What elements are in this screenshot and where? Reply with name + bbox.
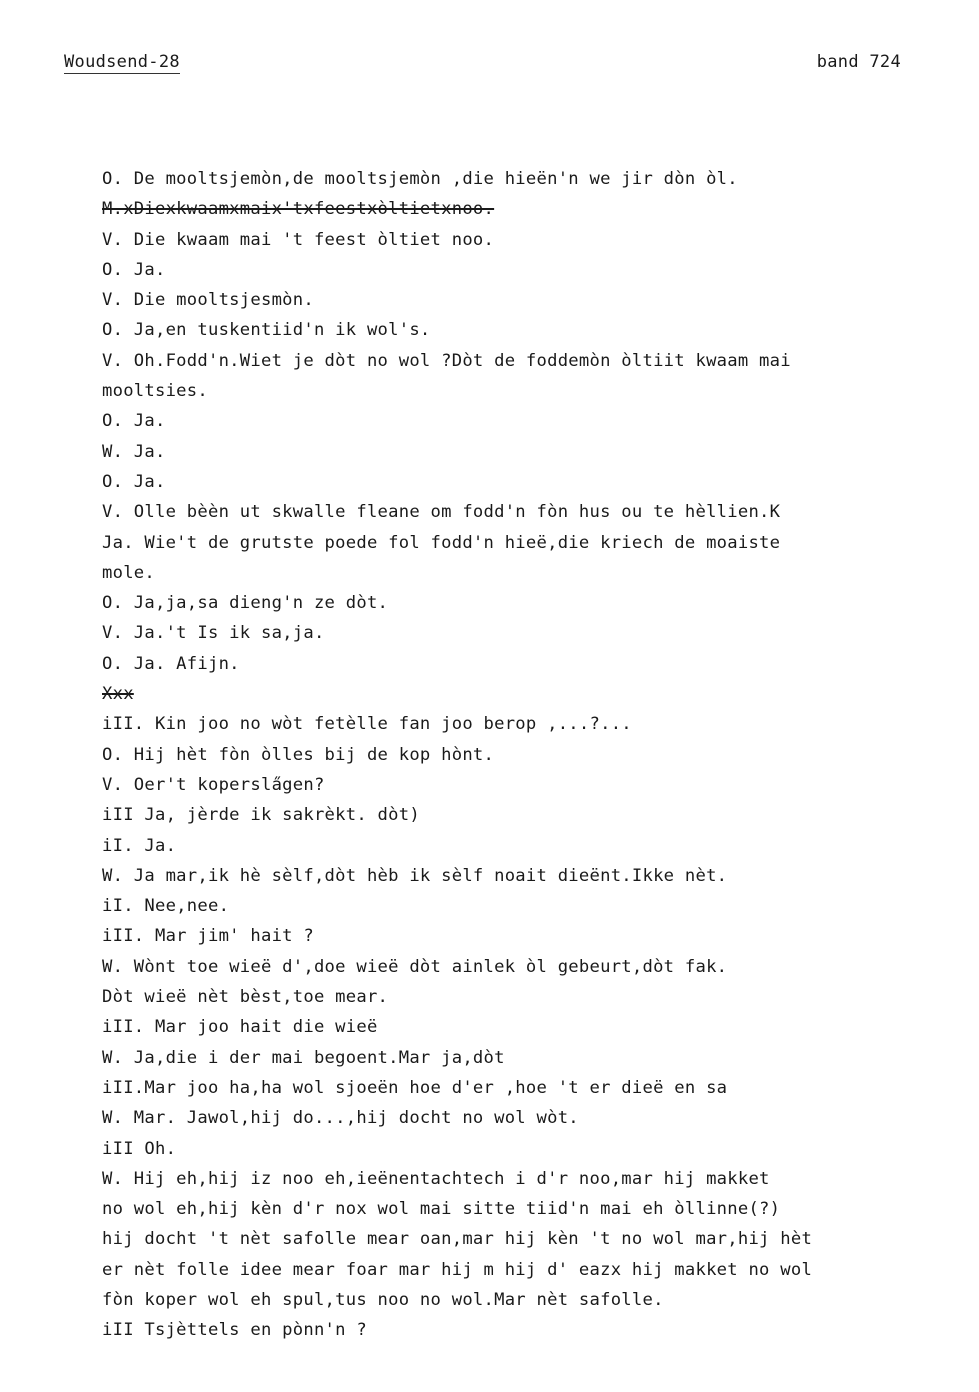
transcript-line: iII Oh. <box>102 1138 177 1159</box>
transcript-line: V. Oh.Fodd'n.Wiet je dòt no wol ?Dòt de foddemòn òltiit kwaam mai <box>102 350 791 371</box>
transcript-body <box>102 164 902 1346</box>
transcript-line: W. Ja mar,ik hè sèlf,dòt hèb ik sèlf noait dieënt.Ikke nèt. <box>102 865 728 886</box>
transcript-line: O. Ja. <box>102 471 166 492</box>
transcript-line: iII.Mar joo ha,ha wol sjoeën hoe d'er ,hoe 't er dieë en sa <box>102 1077 728 1098</box>
transcript-line: iII. Mar jim' hait ? <box>102 926 314 947</box>
transcript-line: W. Hij eh,hij iz noo eh,ieënentachtech i d'r noo,mar hij makket <box>102 1168 770 1189</box>
struck-transcript-line: M.xDiexkwaamxmaix'txfeestxòltietxnoo. <box>102 199 495 220</box>
transcript-line: hij docht 't nèt safolle mear oan,mar hij kèn 't no wol mar,hij hèt <box>102 1229 813 1250</box>
transcript-line: iII Tsjèttels en pònn'n ? <box>102 1320 367 1341</box>
transcript-line: W. Mar. Jawol,hij do...,hij docht no wol wòt. <box>102 1108 579 1129</box>
transcript-line: V. Die mooltsjesmòn. <box>102 290 314 311</box>
document-reference: Woudsend-28 <box>64 52 180 72</box>
transcript-line: Dòt wieë nèt bèst,toe mear. <box>102 987 389 1008</box>
transcript-line: V. Olle bèèn ut skwalle fleane om fodd'n fòn hus ou te hèllien.K <box>102 502 781 523</box>
transcript-line: O. Ja. Afijn. <box>102 653 240 674</box>
transcript-line: iII Ja, jèrde ik sakrèkt. dòt) <box>102 805 420 826</box>
transcript-line: no wol eh,hij kèn d'r nox wol mai sitte tiid'n mai eh òllinne(?) <box>102 1199 781 1220</box>
transcript-line: O. Ja,en tuskentiid'n ik wol's. <box>102 320 431 341</box>
transcript-line: iI. Nee,nee. <box>102 896 230 917</box>
transcript-line: O. Ja,ja,sa dieng'n ze dòt. <box>102 593 389 614</box>
transcript-line: mole. <box>102 562 155 583</box>
transcript-line: W. Wònt toe wieë d',doe wieë dòt ainlek òl gebeurt,dòt fak. <box>102 956 728 977</box>
transcript-line: er nèt folle idee mear foar mar hij m hij d' eazx hij makket no wol <box>102 1259 813 1280</box>
transcript-line: W. Ja,die i der mai begoent.Mar ja,dòt <box>102 1047 505 1068</box>
transcript-line: mooltsies. <box>102 381 208 402</box>
transcript-line: W. Ja. <box>102 441 166 462</box>
transcript-line: O. Hij hèt fòn òlles bij de kop hònt. <box>102 744 495 765</box>
transcript-line: V. Ja.'t Is ik sa,ja. <box>102 623 325 644</box>
tape-number: band 724 <box>816 52 901 72</box>
transcript-line: V. Die kwaam mai 't feest òltiet noo. <box>102 229 495 250</box>
transcript-line: V. Oer't kopersla̋gen? <box>102 774 325 795</box>
transcript-line: Ja. Wie't de grutste poede fol fodd'n hieë,die kriech de moaiste <box>102 532 781 553</box>
transcript-line: O. Ja. <box>102 411 166 432</box>
transcript-line: O. De mooltsjemòn,de mooltsjemòn ,die hieën'n we jir dòn òl. <box>102 169 738 189</box>
transcript-line: iII. Mar joo hait die wieë <box>102 1017 378 1038</box>
transcript-line: O. Ja. <box>102 259 166 280</box>
transcript-line: iI. Ja. <box>102 835 177 856</box>
struck-transcript-line: Xxx <box>102 684 134 705</box>
transcript-line: iII. Kin joo no wòt fetèlle fan joo berop ,...?... <box>102 714 632 735</box>
transcript-line: fòn koper wol eh spul,tus noo no wol.Mar nèt safolle. <box>102 1289 664 1310</box>
